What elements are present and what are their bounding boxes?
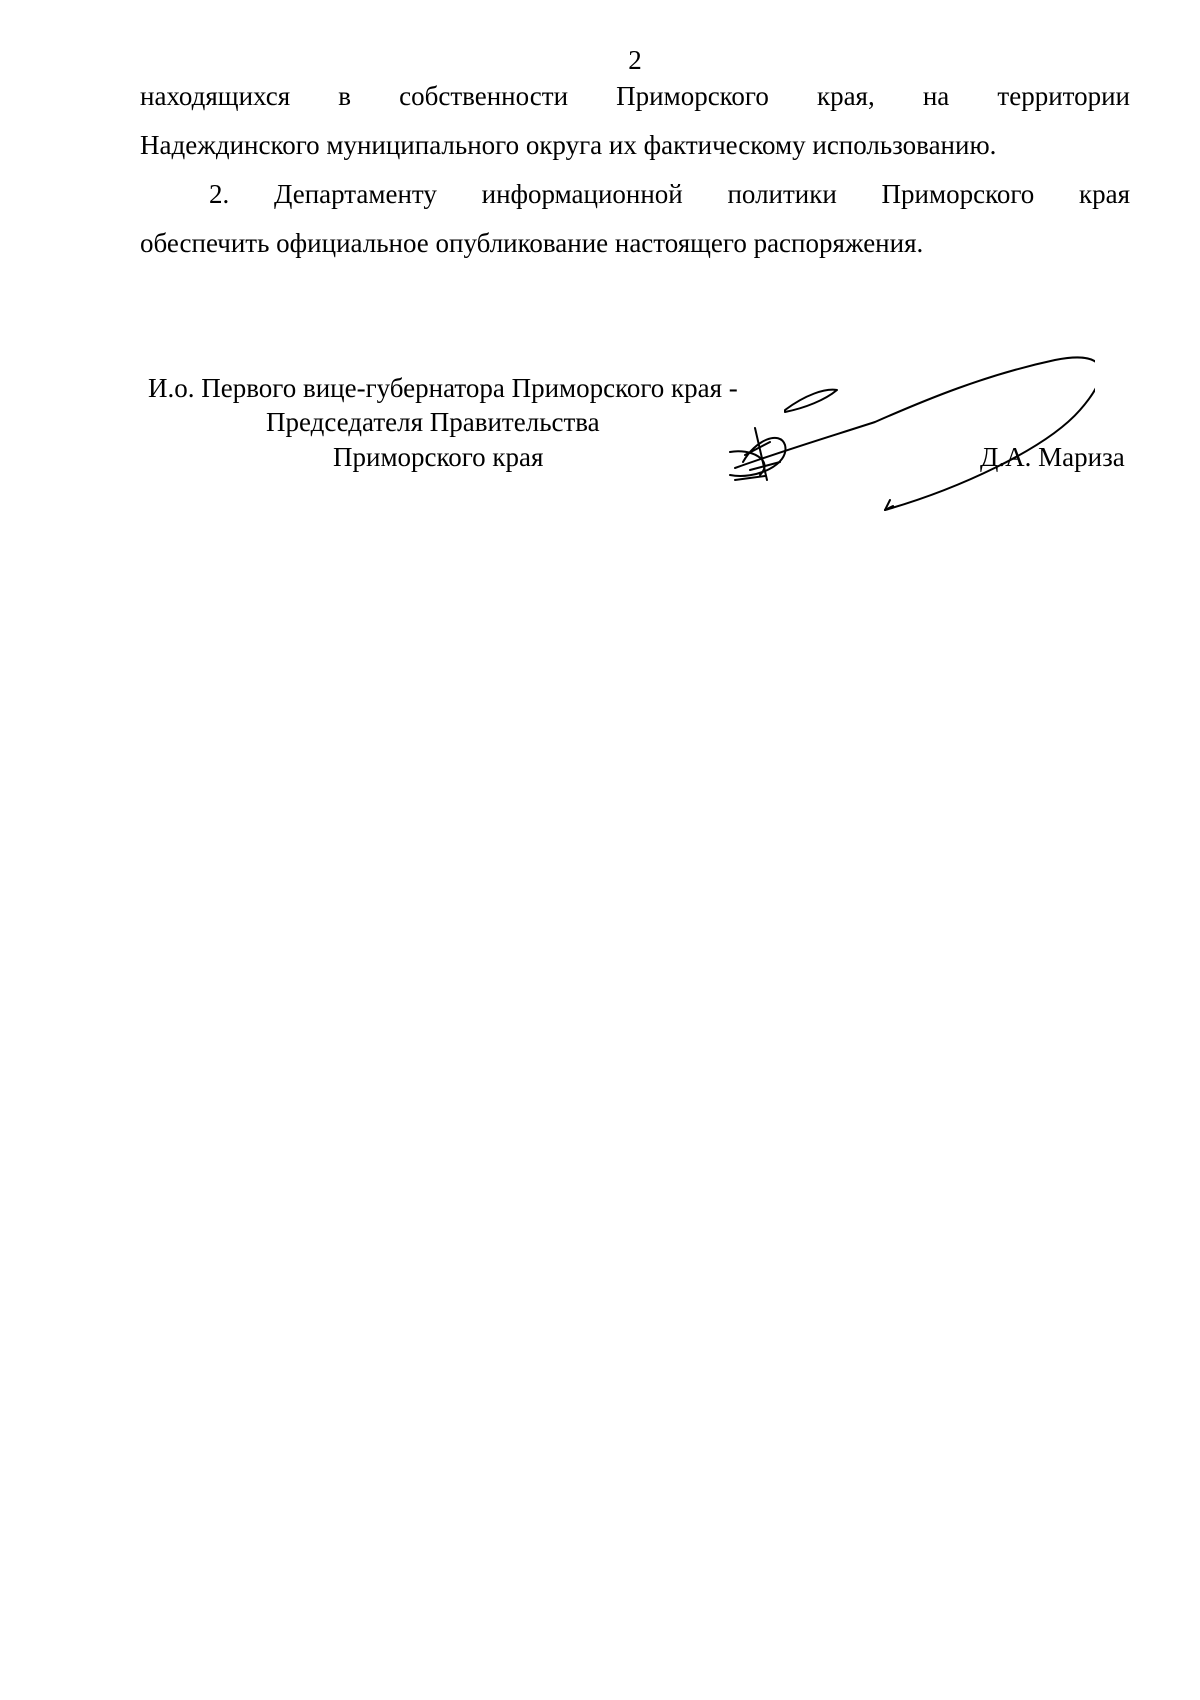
handwritten-signature — [725, 350, 1095, 520]
body-line-4: обеспечить официальное опубликование настоящего распоряжения. — [140, 228, 924, 258]
signatory-title-line-3: Приморского края — [333, 442, 544, 472]
body-line-3: 2. Департаменту информационной политики Приморского края — [209, 179, 1130, 209]
body-line-1: находящихся в собственности Приморского края, на территории — [140, 81, 1130, 111]
signatory-title-line-2: Председателя Правительства — [266, 407, 600, 437]
signatory-title-line-1: И.о. Первого вице-губернатора Приморского края - — [148, 373, 738, 403]
signatory-name: Д.А. Мариза — [980, 442, 1125, 472]
body-line-2: Надеждинского муниципального округа их фактическому использованию. — [140, 130, 997, 160]
page-number: 2 — [628, 45, 642, 75]
